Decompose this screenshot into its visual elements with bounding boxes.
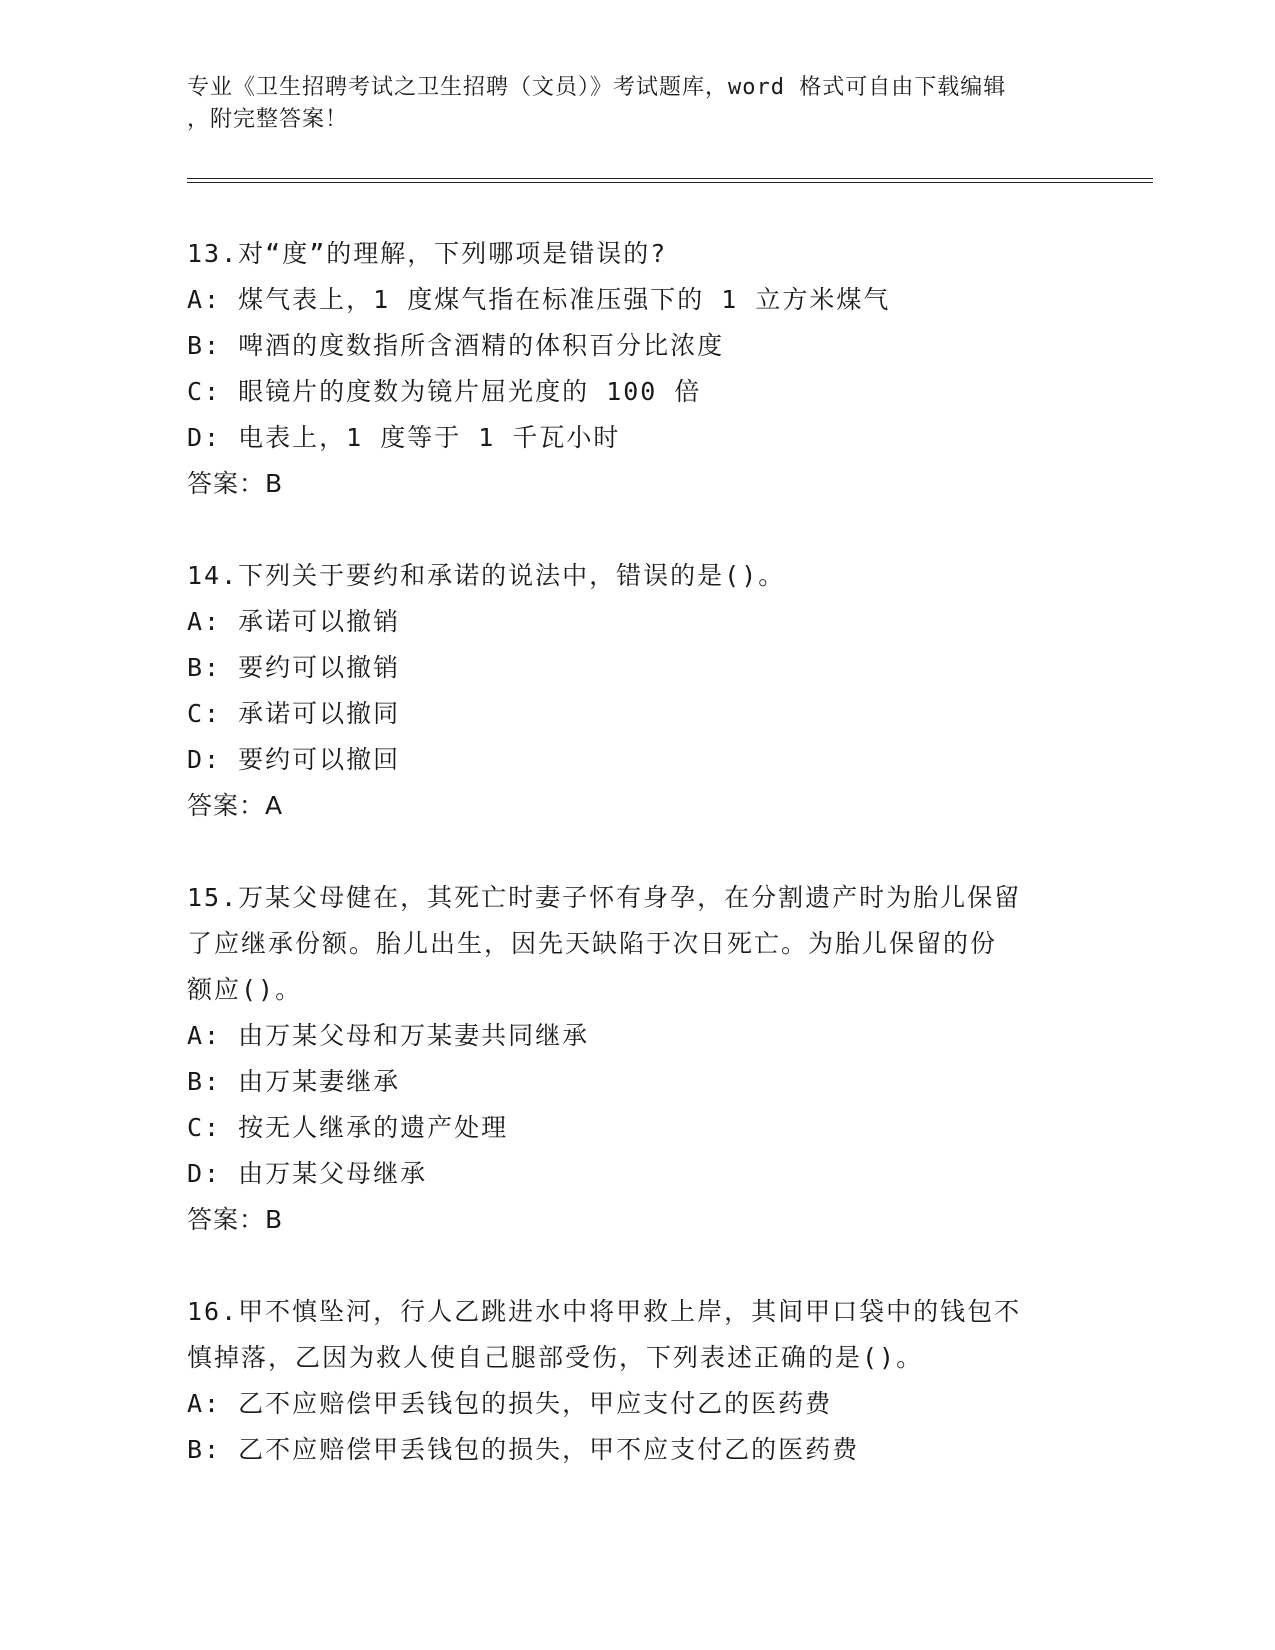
option-c: C: 眼镜片的度数为镜片屈光度的 100 倍	[187, 377, 702, 406]
option-a: A: 煤气表上，1 度煤气指在标准压强下的 1 立方米煤气	[187, 285, 891, 314]
question-stem: 14.下列关于要约和承诺的说法中，错误的是()。	[187, 561, 786, 590]
question-stem-line-3: 额应()。	[187, 975, 303, 1004]
option-b: B: 乙不应赔偿甲丢钱包的损失，甲不应支付乙的医药费	[187, 1435, 860, 1464]
option-d: D: 电表上，1 度等于 1 千瓦小时	[187, 423, 621, 452]
option-d: D: 要约可以撤回	[187, 745, 401, 774]
option-c: C: 按无人继承的遗产处理	[187, 1113, 509, 1142]
document-header	[187, 72, 1087, 136]
option-a: A: 由万某父母和万某妻共同继承	[187, 1021, 590, 1050]
question-14	[187, 553, 1087, 829]
header-divider	[187, 178, 1153, 183]
answer: 答案：A	[187, 791, 284, 820]
option-c: C: 承诺可以撤同	[187, 699, 401, 728]
option-b: B: 啤酒的度数指所含酒精的体积百分比浓度	[187, 331, 725, 360]
option-a: A: 承诺可以撤销	[187, 607, 401, 636]
option-b: B: 由万某妻继承	[187, 1067, 401, 1096]
answer: 答案：B	[187, 1205, 284, 1234]
question-stem-line-2: 了应继承份额。胎儿出生，因先天缺陷于次日死亡。为胎儿保留的份	[187, 929, 998, 958]
question-stem-line-2: 慎掉落，乙因为救人使自己腿部受伤，下列表述正确的是()。	[187, 1343, 924, 1372]
option-a: A: 乙不应赔偿甲丢钱包的损失，甲应支付乙的医药费	[187, 1389, 833, 1418]
answer: 答案：B	[187, 469, 284, 498]
option-b: B: 要约可以撤销	[187, 653, 401, 682]
question-stem-line-1: 15.万某父母健在，其死亡时妻子怀有身孕，在分割遗产时为胎儿保留	[187, 883, 1022, 912]
question-stem-line-1: 16.甲不慎坠河，行人乙跳进水中将甲救上岸，其间甲口袋中的钱包不	[187, 1297, 1022, 1326]
question-list	[187, 231, 1087, 1519]
question-13	[187, 231, 1087, 507]
header-line-2: ，附完整答案！	[187, 107, 349, 132]
header-line-1: 专业《卫生招聘考试之卫生招聘（文员）》考试题库，word 格式可自由下载编辑	[187, 75, 1007, 100]
question-stem: 13.对“度”的理解，下列哪项是错误的?	[187, 239, 668, 268]
option-d: D: 由万某父母继承	[187, 1159, 428, 1188]
question-15	[187, 875, 1087, 1243]
question-16	[187, 1289, 1087, 1473]
